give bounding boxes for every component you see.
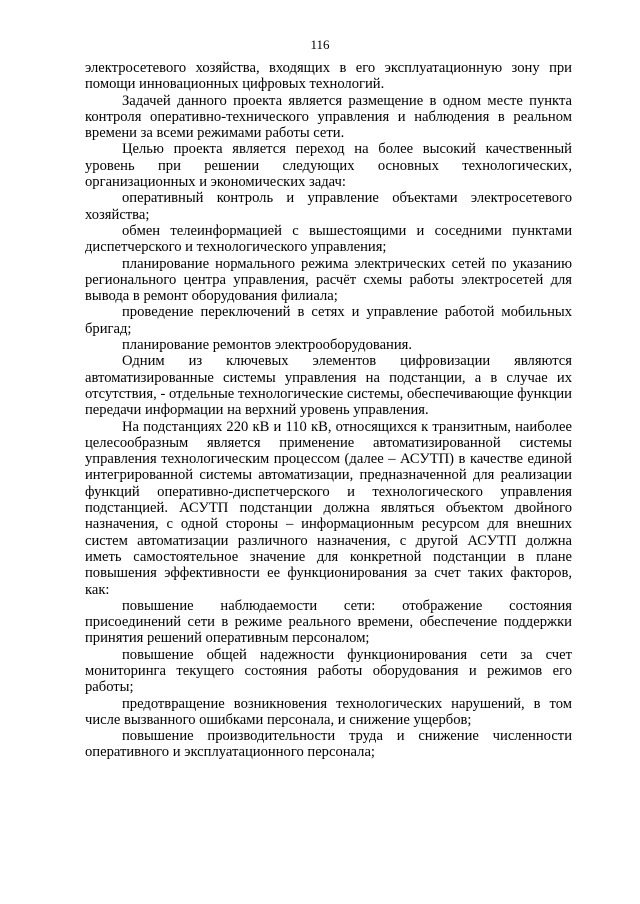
page-number: 116 — [310, 37, 330, 52]
paragraph-project-goal: Целью проекта является переход на более высокий качественный уровень при решении следующих основных технологических, организационных и экономических задач: — [85, 141, 572, 191]
list-item-switching: проведение переключений в сетях и управление работой мобильных бригад; — [85, 304, 572, 337]
list-item-repair-planning: планирование ремонтов электрооборудования. — [122, 337, 413, 354]
list-item-productivity: повышение производительности труда и снижение численности оперативного и эксплуатационного персонала; — [85, 728, 572, 761]
paragraph-substations-asutp: На подстанциях 220 кВ и 110 кВ, относящихся к транзитным, наиболее целесообразным является применение автоматизированной системы управления технологическим процессом (далее – АСУТП) в качестве единой интегрированной системы автоматизации, предназначенной для реализации функций оперативно-диспетчерского и технологического управления подстанцией. АСУТП подстанции должна являться объектом двойного назначения, с одной стороны – информационным ресурсом для внешних систем автоматизации различного назначения, с другой АСУТП должна иметь самостоятельное значение для конкретной подстанции в плане повышения эффективности ее функционирования за счет таких факторов, как: — [85, 418, 572, 598]
paragraph-project-task: Задачей данного проекта является размещение в одном месте пункта контроля оперативно-технического управления и наблюдения в реальном времени за всеми режимами работы сети. — [85, 92, 572, 142]
list-item-mode-planning: планирование нормального режима электрических сетей по указанию регионального центра управления, расчёт схемы работы электросетей для вывода в ремонт оборудования филиала; — [85, 255, 572, 305]
list-item-violation-prevention: предотвращение возникновения технологических нарушений, в том числе вызванного ошибками персонала, и снижение ущербов; — [85, 695, 572, 728]
list-item-operational-control: оперативный контроль и управление объектами электросетевого хозяйства; — [85, 190, 572, 223]
paragraph-continuation: электросетевого хозяйства, входящих в его эксплуатационную зону при помощи инновационных цифровых технологий. — [85, 60, 572, 93]
list-item-observability: повышение наблюдаемости сети: отображение состояния присоединений сети в режиме реального времени, обеспечение поддержки принятия решений оперативным персоналом; — [85, 597, 572, 647]
paragraph-digitalization: Одним из ключевых элементов цифровизации являются автоматизированные системы управления на подстанции, а в случае их отсутствия, - отдельные технологические системы, обеспечивающие функции передачи информации на верхний уровень управления. — [85, 353, 572, 419]
list-item-reliability: повышение общей надежности функционирования сети за счет мониторинга текущего состояния работы оборудования и режимов его работы; — [85, 646, 572, 696]
list-item-teleinformation-exchange: обмен телеинформацией с вышестоящими и соседними пунктами диспетчерского и технологического управления; — [85, 222, 572, 256]
document-body — [85, 60, 572, 761]
